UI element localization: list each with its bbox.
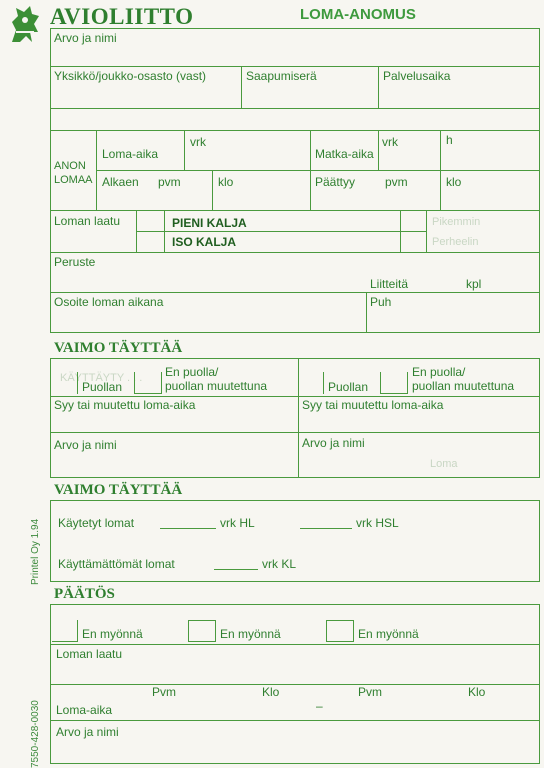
- deny-label-a: En myönnä: [82, 627, 143, 641]
- lion-emblem-icon: [6, 2, 44, 46]
- deny-checkbox-2[interactable]: [380, 372, 408, 394]
- wife-name-label-1: Arvo ja nimi: [54, 438, 117, 452]
- end-date-label: pvm: [385, 175, 408, 189]
- org-name: AVIOLIITTO: [50, 4, 194, 29]
- divider: [50, 130, 540, 131]
- wife-section-1-box: [50, 358, 540, 478]
- form-code: 7550-428-0030: [30, 700, 41, 768]
- divider: [378, 66, 379, 108]
- apply-side-label: ANON: [54, 160, 86, 172]
- deny-checkbox-b[interactable]: [188, 620, 216, 642]
- decision-leave-type-label: Loman laatu: [56, 647, 123, 661]
- approve-checkbox-2[interactable]: [300, 372, 324, 394]
- divider: [440, 130, 441, 170]
- hours-unit: h: [446, 133, 453, 147]
- start-date-label: Pvm: [152, 685, 176, 699]
- divider: [366, 292, 367, 333]
- unit-label: Yksikkö/joukko-osasto (vast): [54, 69, 207, 83]
- reason-changed-label-1: Syy tai muutettu loma-aika: [54, 398, 196, 412]
- deny-label-2b: puollan muutettuna: [412, 379, 515, 393]
- big-type-checkbox[interactable]: [137, 233, 163, 251]
- divider: [50, 66, 540, 67]
- printer-credit: Printel Oy 1.94: [30, 518, 41, 585]
- show-through-text: Perheelin: [432, 236, 479, 248]
- start-date-label: pvm: [158, 175, 181, 189]
- decision-leave-time-label: Loma-aika: [56, 703, 113, 717]
- approve-label-2: Puollan: [328, 380, 369, 394]
- leave-time-label: Loma-aika: [102, 147, 159, 161]
- travel-days-unit: vrk: [382, 135, 398, 149]
- used-leaves-label: Käytetyt lomat: [58, 516, 135, 530]
- wife-section-2-heading: VAIMO TÄYTTÄÄ: [54, 482, 183, 498]
- start-clock-label: Klo: [262, 685, 280, 699]
- divider: [50, 292, 540, 293]
- leave-type-label: Loman laatu: [54, 214, 121, 228]
- wife-name-label-2: Arvo ja nimi: [302, 436, 365, 450]
- approve-label-1: Puollan: [82, 380, 123, 394]
- show-through-text: Loma: [430, 458, 458, 470]
- unused-kl-unit: vrk KL: [262, 557, 297, 571]
- range-dash: –: [316, 699, 323, 713]
- divider: [136, 231, 426, 232]
- divider: [378, 130, 379, 170]
- divider: [50, 108, 540, 109]
- divider: [440, 170, 441, 210]
- divider: [50, 644, 540, 645]
- unused-kl-field[interactable]: [214, 569, 258, 570]
- divider: [241, 66, 242, 108]
- divider: [184, 130, 185, 170]
- divider: [426, 210, 427, 252]
- divider: [50, 210, 540, 211]
- deny-label-2a: En puolla/: [412, 365, 466, 379]
- used-hl-field[interactable]: [160, 528, 216, 529]
- name-label: Arvo ja nimi: [54, 31, 117, 45]
- show-through-text: Pikemmin: [432, 216, 481, 228]
- divider: [50, 720, 540, 721]
- deny-label-c: En myönnä: [358, 627, 419, 641]
- end-clock-label: klo: [446, 175, 462, 189]
- used-hsl-unit: vrk HSL: [356, 516, 399, 530]
- used-hl-unit: vrk HL: [220, 516, 255, 530]
- address-label: Osoite loman aikana: [54, 295, 164, 309]
- wife-section-1-heading: VAIMO TÄYTTÄÄ: [54, 340, 183, 356]
- unused-leaves-label: Käyttämättömät lomat: [58, 557, 175, 571]
- small-type-checkbox[interactable]: [137, 212, 163, 230]
- end-date-label: Pvm: [358, 685, 382, 699]
- divider: [400, 210, 401, 252]
- travel-time-label: Matka-aika: [315, 147, 374, 161]
- divider: [96, 170, 540, 171]
- small-type-option: PIENI KALJA: [172, 216, 247, 230]
- divider: [50, 252, 540, 253]
- approve-checkbox-1[interactable]: [56, 372, 78, 394]
- decision-name-label: Arvo ja nimi: [56, 725, 119, 739]
- ends-label: Päättyy: [315, 175, 356, 189]
- days-unit: vrk: [190, 135, 206, 149]
- divider: [50, 684, 540, 685]
- pieces-unit: kpl: [466, 277, 482, 291]
- deny-checkbox-c[interactable]: [326, 620, 354, 642]
- divider: [50, 432, 540, 433]
- attachments-label: Liitteitä: [370, 277, 409, 291]
- reason-label: Peruste: [54, 255, 96, 269]
- start-clock-label: klo: [218, 175, 234, 189]
- end-clock-label: Klo: [468, 685, 486, 699]
- divider: [212, 170, 213, 210]
- starts-label: Alkaen: [102, 175, 139, 189]
- reason-changed-label-2: Syy tai muutettu loma-aika: [302, 398, 444, 412]
- deny-label-1b: puollan muutettuna: [165, 379, 268, 393]
- service-label: Palvelusaika: [383, 69, 451, 83]
- batch-label: Saapumiserä: [246, 69, 317, 83]
- phone-label: Puh: [370, 295, 392, 309]
- deny-checkbox-1[interactable]: [134, 372, 162, 394]
- deny-checkbox-a[interactable]: [52, 620, 78, 642]
- deny-label-b: En myönnä: [220, 627, 281, 641]
- big-type-option: ISO KALJA: [172, 235, 237, 249]
- decision-heading: PÄÄTÖS: [54, 586, 115, 602]
- show-through-text: KÄYTTÄYTY . . .: [60, 372, 143, 384]
- deny-label-1a: En puolla/: [165, 365, 219, 379]
- used-hsl-field[interactable]: [300, 528, 352, 529]
- form-title: LOMA-ANOMUS: [300, 6, 416, 23]
- apply-side-label: LOMAA: [54, 174, 93, 186]
